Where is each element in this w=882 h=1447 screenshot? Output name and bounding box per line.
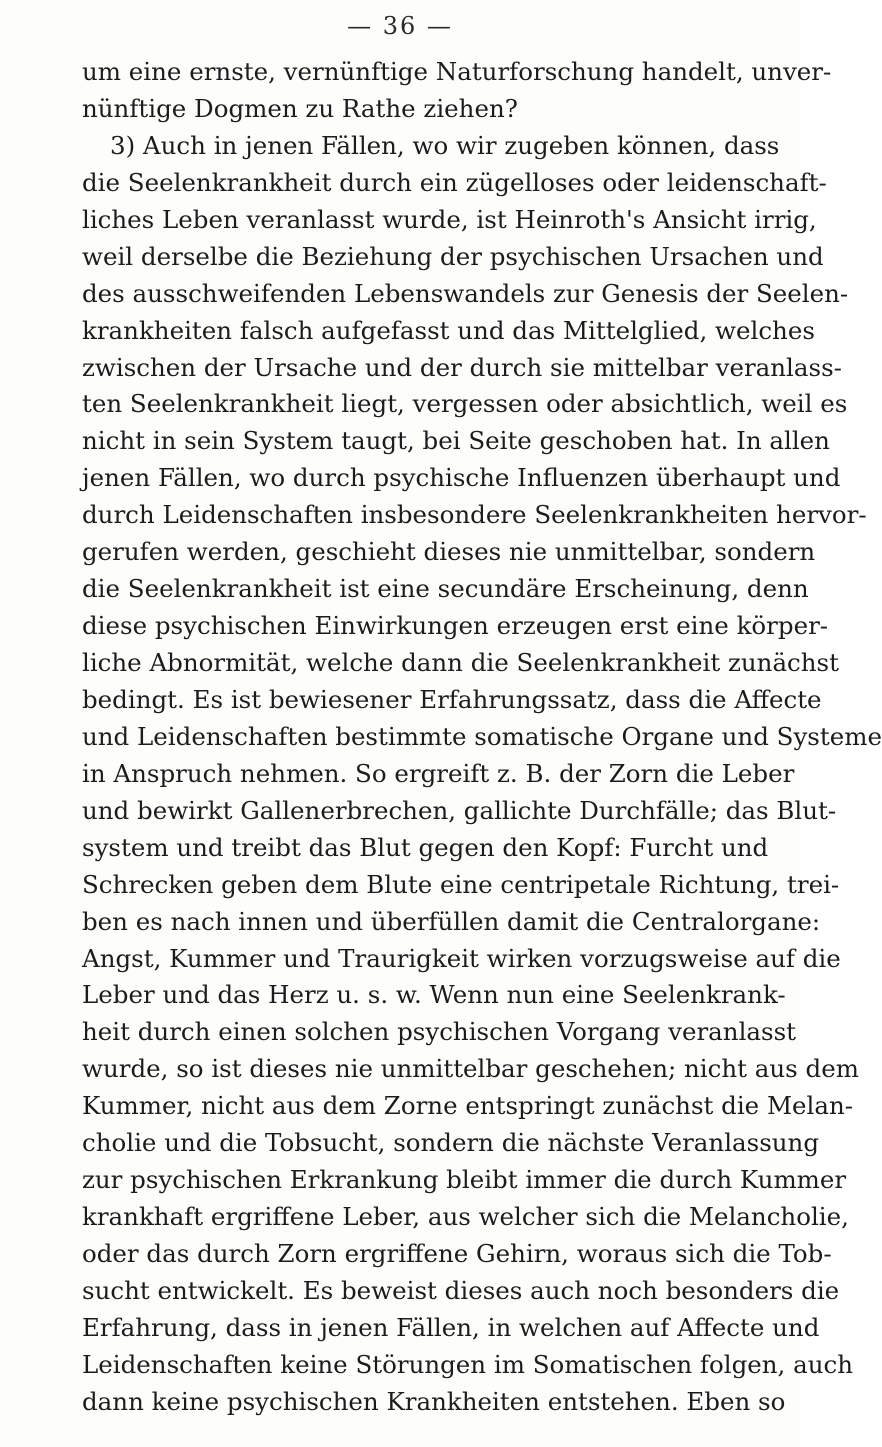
text-line: wurde, so ist dieses nie unmittelbar geschehen; nicht aus dem [82,1054,859,1084]
text-line: zur psychischen Erkrankung bleibt immer die durch Kummer [82,1165,847,1195]
text-line: ben es nach innen und überfüllen damit die Centralorgane: [82,906,821,936]
text-line: 3) Auch in jenen Fällen, wo wir zugeben können, dass [110,130,780,160]
text-line: durch Leidenschaften insbesondere Seelenkrankheiten hervor- [82,500,867,530]
body-text [82,54,882,1421]
text-line: oder das durch Zorn ergriffene Gehirn, woraus sich die Tob- [82,1239,832,1268]
text-line: Leber und das Herz u. s. w. Wenn nun eine Seelenkrank- [82,980,786,1010]
text-line: und bewirkt Gallenerbrechen, gallichte Durchfälle; das Blut- [82,795,837,825]
text-line: dann keine psychischen Krankheiten entstehen. Eben so [82,1386,786,1416]
text-line: zwischen der Ursache und der durch sie mittelbar veranlass- [82,352,842,382]
text-line: Kummer, nicht aus dem Zorne entspringt zunächst die Melan- [82,1091,854,1121]
text-line: die Seelenkrankheit ist eine secundäre Erscheinung, denn [82,574,809,604]
text-line: gerufen werden, geschieht dieses nie unmittelbar, sondern [82,537,816,567]
text-line: liche Abnormität, welche dann die Seelenkrankheit zunächst [82,648,839,677]
text-line: weil derselbe die Beziehung der psychischen Ursachen und [82,241,824,271]
text-line: heit durch einen solchen psychischen Vorgang veranlasst [82,1017,797,1047]
text-line: und Leidenschaften bestimmte somatische Organe und Systeme [82,721,882,751]
text-line: in Anspruch nehmen. So ergreift z. B. der Zorn die Leber [82,758,795,788]
text-line: Erfahrung, dass in jenen Fällen, in welchen auf Affecte und [82,1312,820,1342]
text-line: nicht in sein System taugt, bei Seite geschoben hat. In allen [82,426,830,456]
text-line: system und treibt das Blut gegen den Kopf: Furcht und [82,832,769,862]
text-line: die Seelenkrankheit durch ein zügelloses oder leidenschaft- [82,167,827,197]
text-line: sucht entwickelt. Es beweist dieses auch noch besonders die [82,1275,840,1305]
text-line: cholie und die Tobsucht, sondern die nächste Veranlassung [82,1128,820,1158]
text-line: krankheiten falsch aufgefasst und das Mittelglied, welches [82,315,815,345]
text-line: jenen Fällen, wo durch psychische Influenzen überhaupt und [82,463,841,493]
text-line: krankhaft ergriffene Leber, aus welcher sich die Melancholie, [82,1202,849,1232]
text-line: nünftige Dogmen zu Rathe ziehen? [82,93,518,123]
text-line: ten Seelenkrankheit liegt, vergessen oder absichtlich, weil es [82,389,848,419]
text-line: um eine ernste, vernünftige Naturforschung handelt, unver- [82,57,832,86]
text-line: liches Leben veranlasst wurde, ist Heinroth's Ansicht irrig, [82,204,817,234]
text-line: diese psychischen Einwirkungen erzeugen erst eine körper- [82,611,829,641]
text-line: Angst, Kummer und Traurigkeit wirken vorzugsweise auf die [82,943,841,973]
text-line: Schrecken geben dem Blute eine centripetale Richtung, trei- [82,869,840,899]
text-line: bedingt. Es ist bewiesener Erfahrungssatz, dass die Affecte [82,684,822,714]
text-line: des ausschweifenden Lebenswandels zur Genesis der Seelen- [82,278,849,308]
text-line: Leidenschaften keine Störungen im Somatischen folgen, auch [82,1349,853,1379]
page-number: — 36 — [347,12,453,40]
